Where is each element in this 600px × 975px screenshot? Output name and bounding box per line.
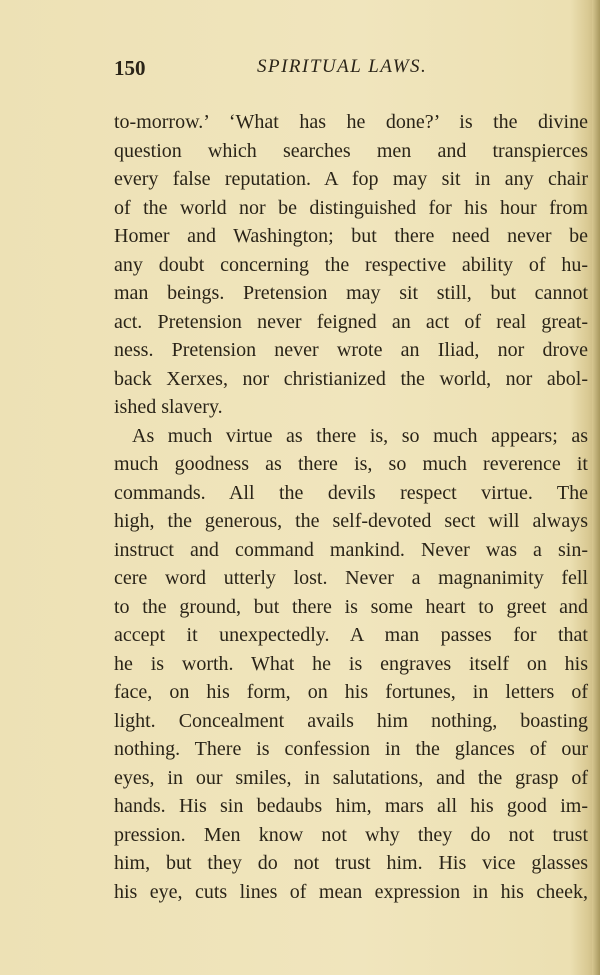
running-title: SPIRITUAL LAWS. — [257, 56, 428, 77]
text-line: As much virtue as there is, so much appears; as — [132, 424, 588, 447]
text-line: Homer and Washington; but there need never be — [114, 225, 588, 247]
text-line: to-morrow.’ ‘What has he done?’ is the divine — [114, 111, 588, 133]
text-line: accept it unexpectedly. A man passes for that — [114, 624, 588, 646]
text-line: of the world nor be distinguished for his hour from — [114, 196, 588, 219]
body-text — [114, 108, 588, 906]
text-line: every false reputation. A fop may sit in any chair — [114, 168, 588, 190]
text-line: cere word utterly lost. Never a magnanimity fell — [114, 567, 588, 589]
text-line: high, the generous, the self-devoted sect will always — [114, 510, 588, 532]
text-line: question which searches men and transpierces — [114, 139, 588, 162]
text-line: man beings. Pretension may sit still, but cannot — [114, 282, 588, 304]
text-line: any doubt concerning the respective ability of hu- — [114, 253, 588, 276]
text-line: light. Concealment avails him nothing, boasting — [114, 709, 588, 732]
text-line: his eye, cuts lines of mean expression in his cheek, — [114, 880, 588, 903]
text-line: commands. All the devils respect virtue. The — [114, 481, 588, 504]
text-line: he is worth. What he is engraves itself on his — [114, 652, 588, 675]
text-line: act. Pretension never feigned an act of real great- — [114, 310, 588, 333]
text-line: him, but they do not trust him. His vice glasses — [114, 852, 588, 874]
text-line: eyes, in our smiles, in salutations, and the grasp of — [114, 766, 588, 789]
text-line: hands. His sin bedaubs him, mars all his good im- — [114, 795, 588, 817]
text-line: back Xerxes, nor christianized the world, nor abol- — [114, 367, 588, 390]
text-line: ished slavery. — [114, 396, 223, 418]
text-line: pression. Men know not why they do not trust — [114, 823, 588, 846]
text-line: to the ground, but there is some heart to greet and — [114, 595, 588, 618]
text-line: instruct and command mankind. Never was a sin- — [114, 538, 588, 561]
text-line: ness. Pretension never wrote an Iliad, nor drove — [114, 339, 588, 361]
page-header — [114, 56, 588, 84]
page-edge-shadow — [592, 0, 600, 975]
text-line: face, on his form, on his fortunes, in letters of — [114, 681, 588, 703]
text-line: nothing. There is confession in the glances of our — [114, 738, 588, 760]
page-number: 150 — [114, 56, 146, 80]
text-line: much goodness as there is, so much reverence it — [114, 453, 588, 475]
